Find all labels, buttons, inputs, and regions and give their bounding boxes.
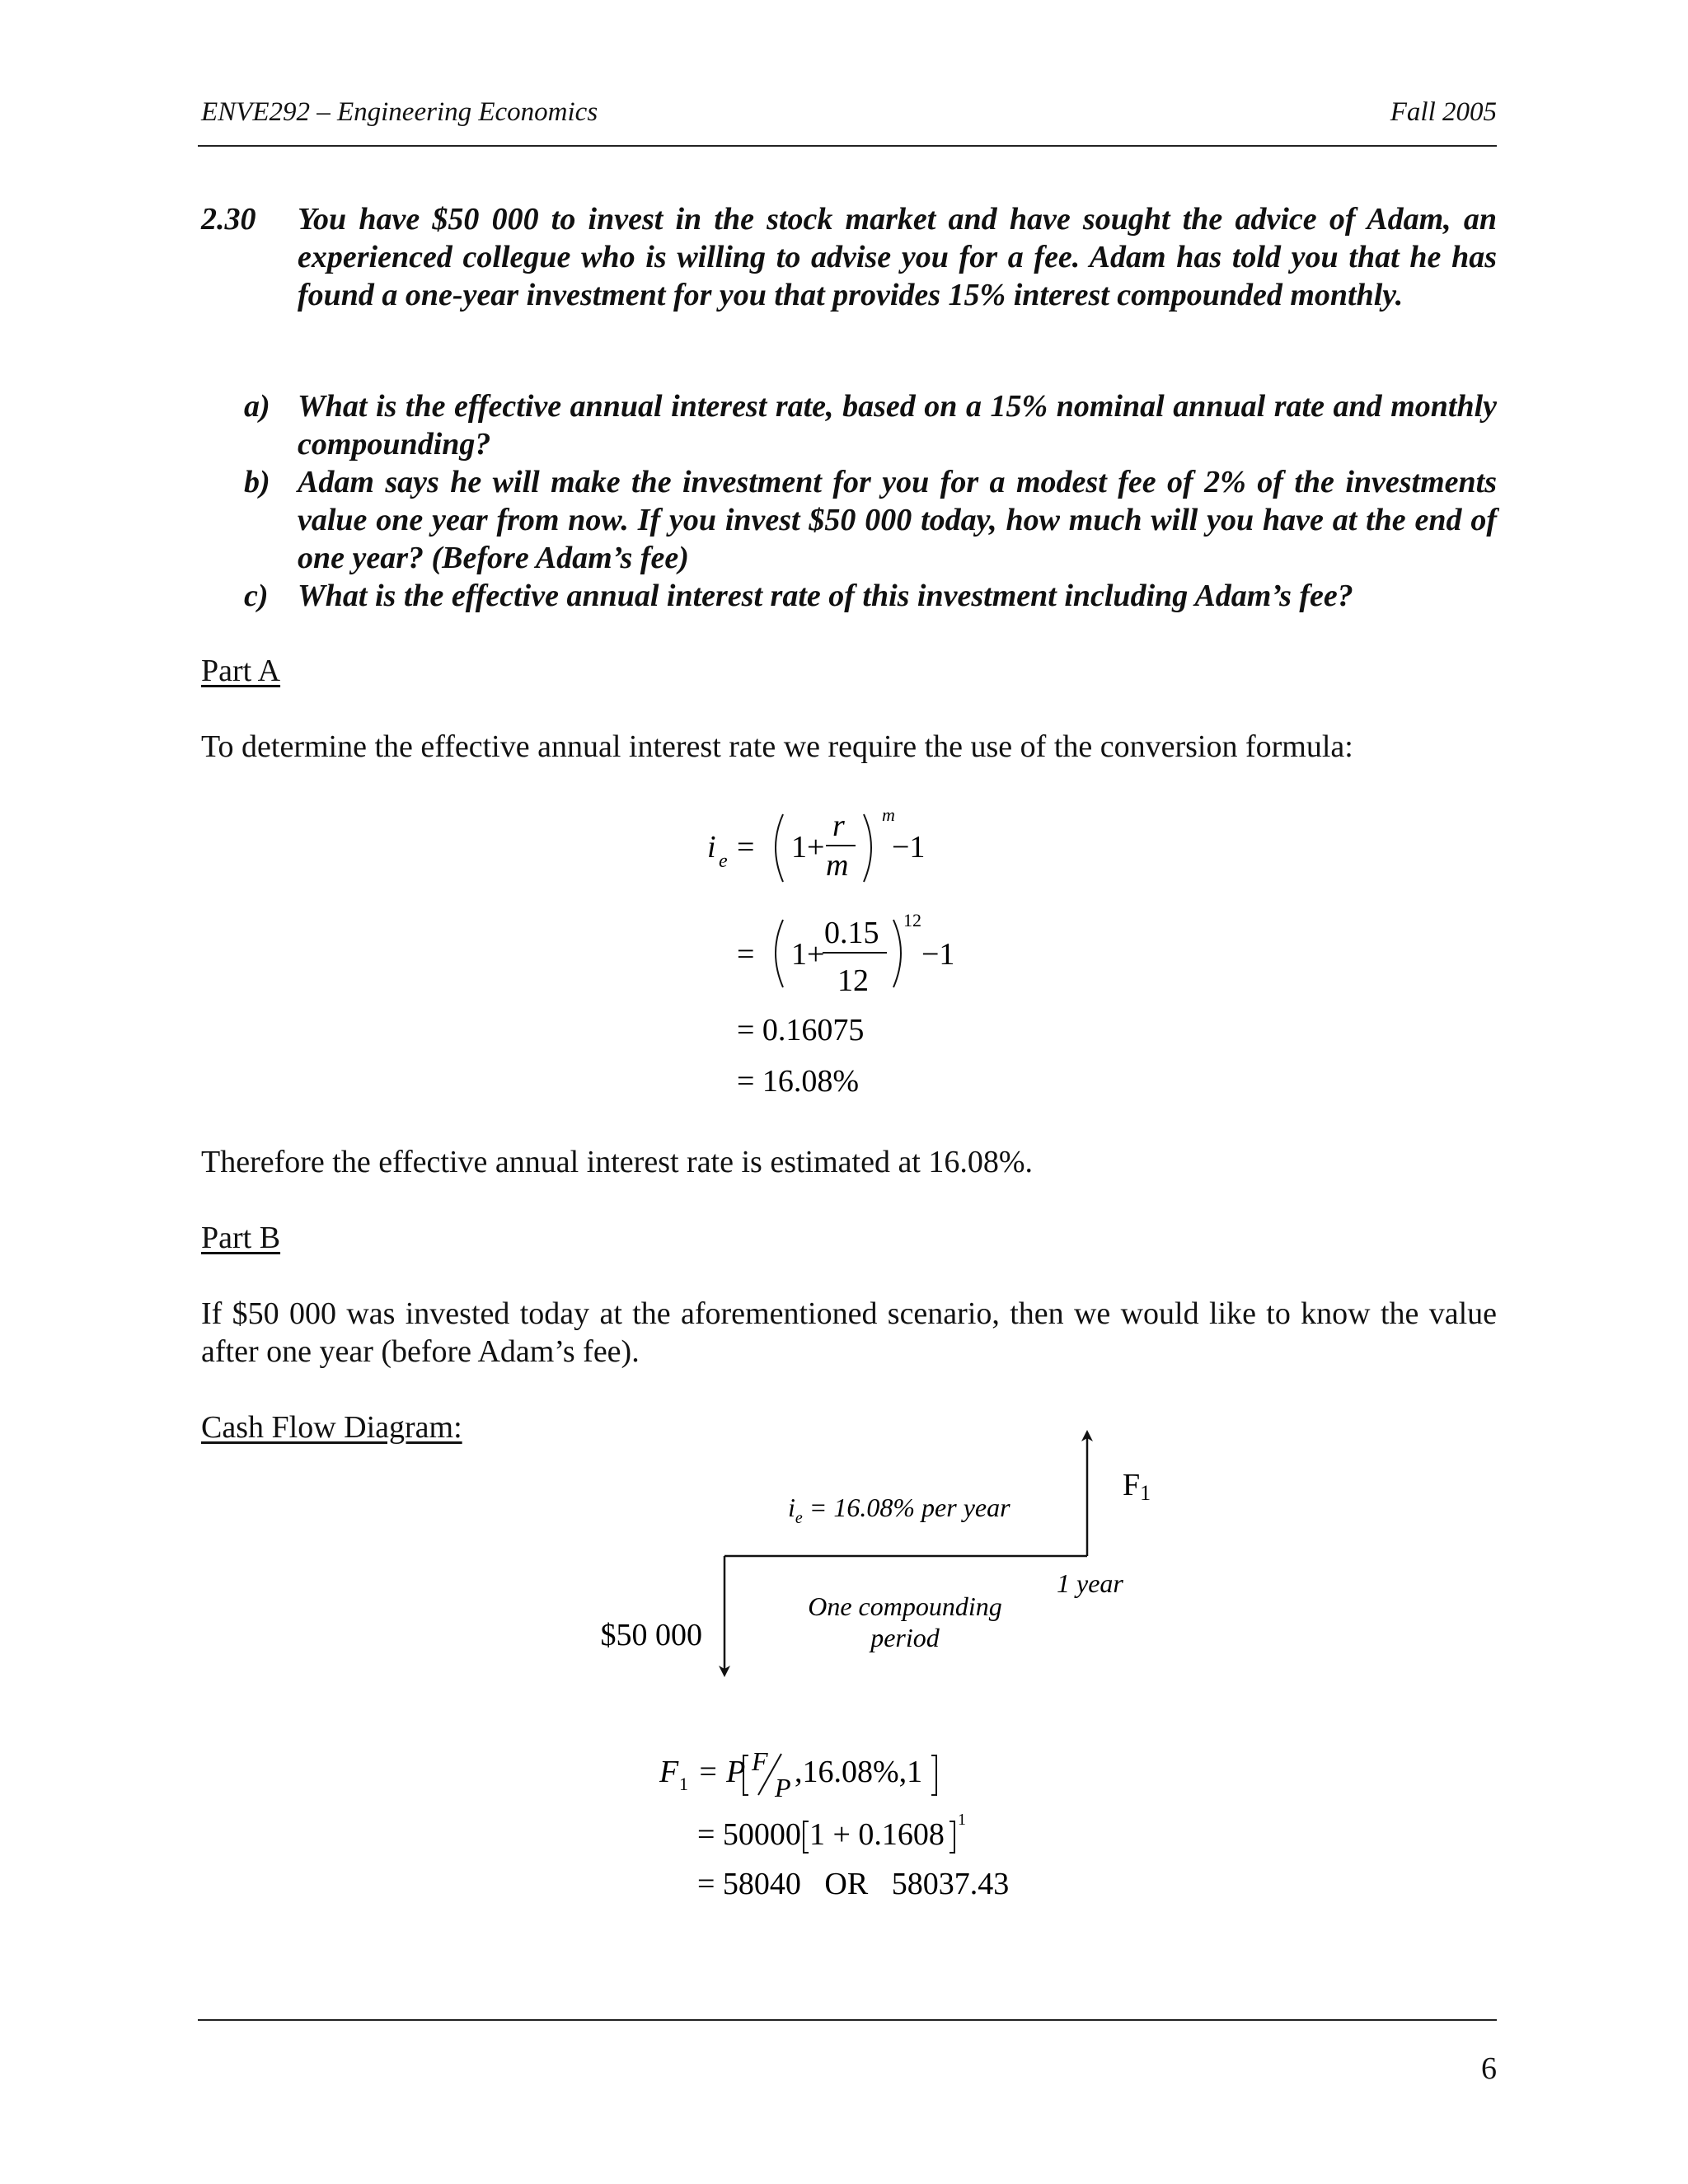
question-text: What is the effective annual interest rate of this investment including Adam’s fee? xyxy=(298,579,1353,613)
future-value-equation xyxy=(643,1731,1071,1929)
eq-equals: = xyxy=(737,937,755,972)
eq-num: 0.15 xyxy=(824,916,879,950)
eq-den: 12 xyxy=(837,963,869,998)
left-bracket xyxy=(804,1821,809,1853)
eq-r: r xyxy=(832,808,845,843)
problem-number: 2.30 xyxy=(201,202,256,237)
part-b-heading: Part B xyxy=(201,1221,281,1255)
eq-lhs-var: i xyxy=(707,830,716,865)
eq-equals: = xyxy=(737,830,755,865)
question-label: a) xyxy=(244,389,270,424)
eq-line3: = 58040 OR 58037.43 xyxy=(697,1867,1010,1901)
eq-m: m xyxy=(826,848,849,883)
eq-F-sub: 1 xyxy=(679,1774,688,1794)
future-value-label: F1 xyxy=(1123,1468,1151,1505)
present-value-label: $50 000 xyxy=(600,1618,702,1652)
eq-line2-b: 1 + 0.1608 xyxy=(809,1817,945,1852)
eq-equals-P: = P xyxy=(697,1755,746,1789)
eq-F: F xyxy=(659,1755,679,1789)
header-term: Fall 2005 xyxy=(1390,97,1497,127)
period-label-line1: One compounding xyxy=(808,1591,1002,1621)
eq-args: ,16.08%,1 xyxy=(795,1755,923,1789)
right-paren xyxy=(864,814,871,882)
part-a-conclusion: Therefore the effective annual interest rate is estimated at 16.08%. xyxy=(201,1145,1034,1179)
eq-exp-12: 12 xyxy=(903,910,921,930)
cash-flow-heading: Cash Flow Diagram: xyxy=(201,1410,462,1445)
eq-result-percent: = 16.08% xyxy=(737,1064,860,1099)
eq-line2-exp: 1 xyxy=(958,1811,966,1829)
problem-statement: You have $50 000 to invest in the stock market and have sought the advice of Adam, an experienced collegue who is willing to advise you for a fee. Adam has told you that he has found a one-year investment for you that provides 15% interest compounded monthly. xyxy=(298,202,1497,312)
eq-lhs-sub: e xyxy=(719,851,728,872)
left-bracket xyxy=(743,1755,748,1795)
eq-frac-top: F xyxy=(752,1746,768,1776)
right-bracket xyxy=(931,1755,936,1795)
right-bracket xyxy=(950,1821,954,1853)
interest-rate-label: $i_e = 16.08\%$ per year xyxy=(788,1493,1010,1527)
question-label: b) xyxy=(244,465,270,499)
right-paren xyxy=(893,920,901,987)
footer-rule xyxy=(198,2019,1497,2021)
period-end-label: 1 year xyxy=(1057,1568,1123,1598)
eq-frac-bot: P xyxy=(775,1773,791,1802)
header-course: ENVE292 – Engineering Economics xyxy=(201,97,598,127)
period-label-line2: period xyxy=(870,1623,940,1652)
left-paren xyxy=(776,920,783,987)
question-label: c) xyxy=(244,579,269,613)
eq-one-plus: 1+ xyxy=(791,830,825,865)
eq-line2-a: = 50000 xyxy=(697,1817,801,1852)
cash-flow-diagram xyxy=(577,1418,1203,1681)
part-a-intro: To determine the effective annual interest rate we require the use of the conversion formula: xyxy=(201,729,1353,764)
question-text: Adam says he will make the investment for you for a modest fee of 2% of the investments value one year from now. If you invest $50 000 today, how much will you have at the end of one year? (Before Adam’s fee) xyxy=(298,465,1497,575)
eq-result-decimal: = 0.16075 xyxy=(737,1013,865,1047)
effective-rate-equation xyxy=(676,791,1022,1121)
eq-one-plus: 1+ xyxy=(791,937,825,972)
question-text: What is the effective annual interest rate, based on a 15% nominal annual rate and monthly compounding? xyxy=(298,389,1497,462)
eq-exp-m: m xyxy=(882,804,895,825)
eq-minus-one: −1 xyxy=(921,937,955,972)
eq-minus-one: −1 xyxy=(892,830,926,865)
left-paren xyxy=(776,814,783,882)
part-b-intro: If $50 000 was invested today at the aforementioned scenario, then we would like to know the value after one year (before Adam’s fee). xyxy=(201,1296,1497,1369)
page-number: 6 xyxy=(1481,2051,1497,2086)
header-rule xyxy=(198,145,1497,147)
part-a-heading: Part A xyxy=(201,654,281,688)
